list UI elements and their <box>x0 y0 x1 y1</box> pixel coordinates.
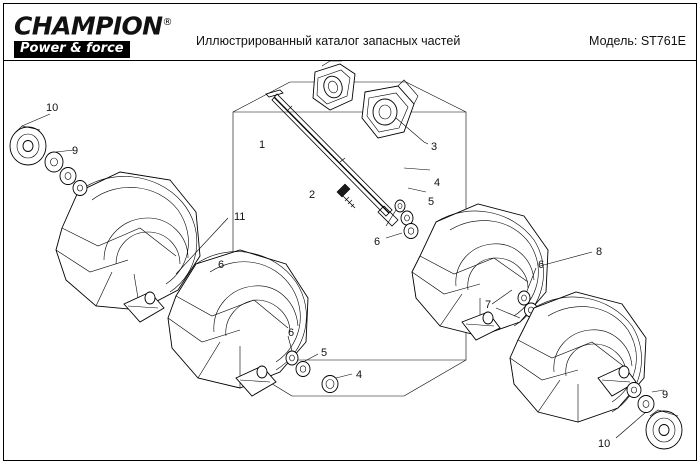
brand-tagline: Power & force <box>14 41 130 58</box>
callout-4-lower: 4 <box>356 369 363 381</box>
callout-3: 3 <box>431 141 438 153</box>
gear-housing-upper <box>313 61 355 110</box>
brand-name <box>14 10 186 39</box>
registered-mark: ® <box>162 17 172 28</box>
bolt-part-2 <box>337 184 355 208</box>
brand-logo <box>14 10 186 57</box>
callout-1: 1 <box>259 139 266 151</box>
fastener-stack-upper-right <box>386 200 418 239</box>
callout-2: 2 <box>309 189 316 201</box>
callout-5-upper: 5 <box>428 196 435 208</box>
callout-11: 11 <box>234 211 246 223</box>
model-label: Модель: ST761E <box>589 34 686 48</box>
callout-7: 7 <box>485 299 492 311</box>
callout-9-right: 9 <box>662 389 669 401</box>
callout-5-lower: 5 <box>321 347 328 359</box>
callout-8: 8 <box>596 246 603 258</box>
callout-10-right: 10 <box>598 438 611 450</box>
callout-6-upper: 6 <box>374 236 381 248</box>
callout-9-left: 9 <box>72 145 79 157</box>
page-title: Иллюстрированный каталог запасных частей <box>196 34 461 48</box>
callout-6-left: 6 <box>218 259 225 271</box>
diagram-svg <box>0 60 700 464</box>
callout-6-lower: 6 <box>288 327 295 339</box>
callout-6-right: 6 <box>538 259 545 271</box>
callout-10-left: 10 <box>46 102 59 114</box>
callout-4-upper: 4 <box>434 177 441 189</box>
auger-blade-upper-right <box>412 204 548 340</box>
brand-name-text: CHAMPION <box>14 11 163 41</box>
exploded-parts-diagram <box>0 60 700 464</box>
